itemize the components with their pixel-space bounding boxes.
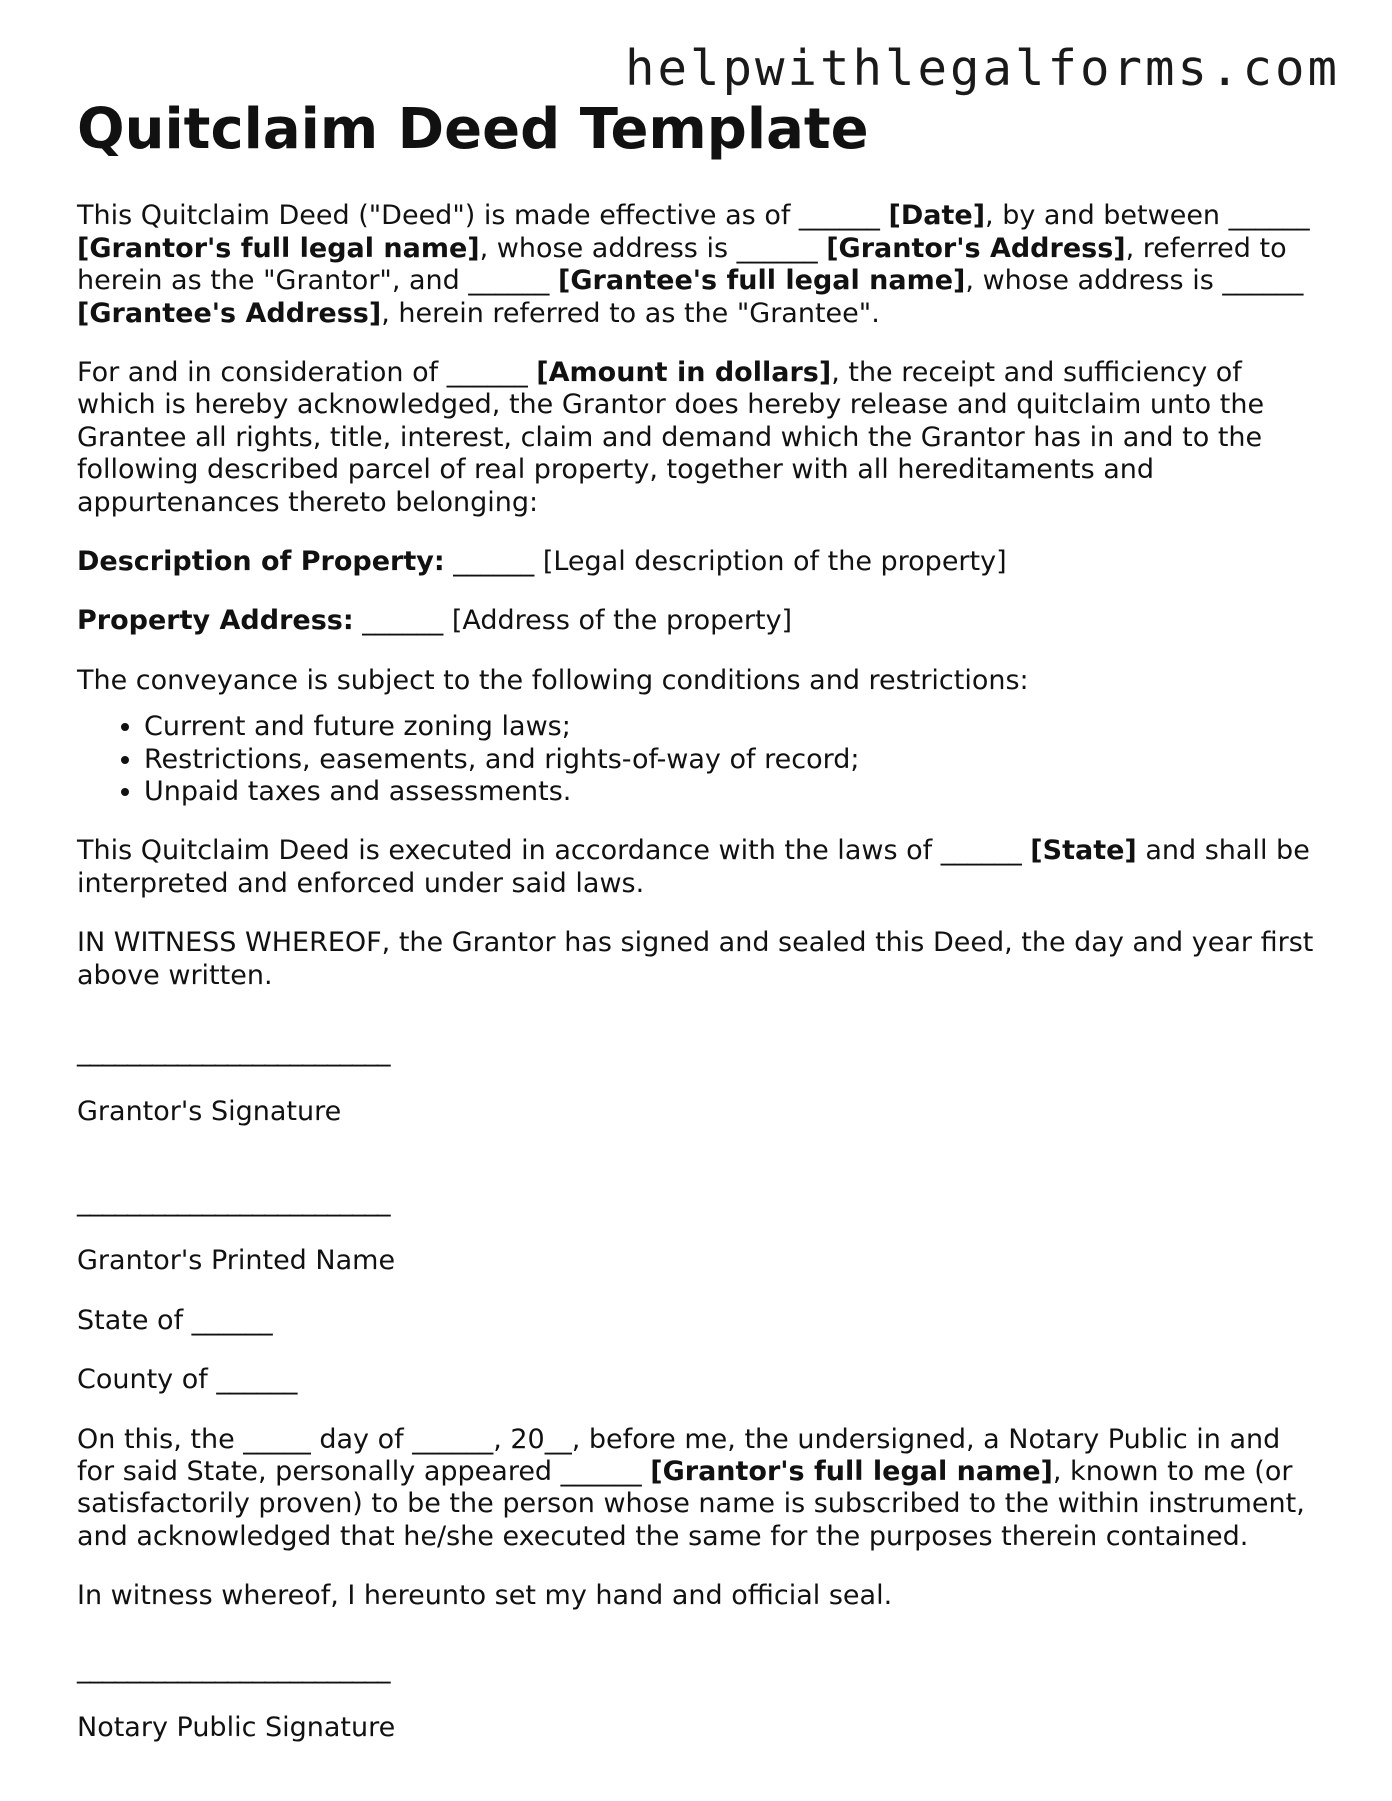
grantor-name-blank[interactable]: ______ bbox=[1228, 200, 1310, 232]
notary-signature-label: Notary Public Signature bbox=[77, 1711, 396, 1743]
property-address bbox=[77, 605, 1322, 637]
county-of-field[interactable]: County of ______ bbox=[77, 1364, 298, 1396]
site-watermark: helpwithlegalforms.com bbox=[624, 40, 1340, 97]
notary-grantor-name-blank[interactable]: ______ bbox=[560, 1455, 642, 1487]
notary-grantor-name-placeholder: [Grantor's full legal name] bbox=[650, 1455, 1053, 1487]
property-description-placeholder: [Legal description of the property] bbox=[542, 546, 1007, 578]
amount-placeholder: [Amount in dollars] bbox=[536, 357, 832, 389]
grantor-address-placeholder: [Grantor's Address] bbox=[826, 232, 1126, 264]
witness-paragraph: IN WITNESS WHEREOF, the Grantor has signed and sealed this Deed, the day and year first above written. bbox=[77, 927, 1314, 991]
property-address-blank[interactable]: ______ bbox=[362, 605, 444, 637]
conditions-intro: The conveyance is subject to the following conditions and restrictions: bbox=[77, 664, 1029, 696]
property-address-placeholder: [Address of the property] bbox=[451, 605, 793, 637]
state-blank[interactable]: ______ bbox=[940, 835, 1022, 867]
document-body bbox=[77, 98, 1322, 1771]
grantee-address-placeholder: [Grantee's Address] bbox=[77, 297, 382, 329]
consideration-paragraph: For and in consideration of ______ [Amount in dollars], the receipt and sufficiency of which is hereby acknowledged, the Grantor does hereby release and quitclaim unto the Grantee all rights, title, interest, claim and demand which the Grantor has in and to the following described parcel of real property, together with all hereditaments and appurtenances thereto belonging: bbox=[77, 357, 1265, 518]
conditions-list bbox=[77, 711, 1322, 808]
state-of-field[interactable]: State of ______ bbox=[77, 1304, 273, 1336]
notary-signature-line[interactable]: _________________________ bbox=[77, 1652, 390, 1684]
state-placeholder: [State] bbox=[1030, 835, 1137, 867]
condition-item: • Restrictions, easements, and rights-of-way of record; bbox=[144, 744, 1322, 776]
grantor-name-placeholder: [Grantor's full legal name] bbox=[77, 232, 480, 264]
grantor-signature-block bbox=[77, 1036, 1322, 1278]
date-placeholder: [Date] bbox=[888, 200, 986, 232]
grantee-name-placeholder: [Grantee's full legal name] bbox=[558, 265, 966, 297]
date-blank[interactable]: ______ bbox=[798, 200, 880, 232]
condition-item: • Current and future zoning laws; bbox=[144, 711, 1322, 743]
grantor-signature-label: Grantor's Signature bbox=[77, 1095, 342, 1127]
grantor-printed-name-label: Grantor's Printed Name bbox=[77, 1245, 396, 1277]
notary-signature-block bbox=[77, 1653, 1322, 1745]
grantor-signature-line[interactable]: _________________________ bbox=[77, 1036, 390, 1068]
intro-paragraph: This Quitclaim Deed ("Deed") is made effective as of ______ [Date], by and between ______ [Grantor's full legal name], whose address is ______ [Grantor's Address], referred to herein as the "Grantor", and ______ [Grantee's full legal name], whose address is ______ [Grantee's Address], herein referred to as the "Grantee". bbox=[77, 200, 1310, 329]
property-address-label: Property Address: bbox=[77, 605, 354, 637]
grantor-printed-name-line[interactable]: _________________________ bbox=[77, 1185, 390, 1217]
notary-acknowledgment-paragraph: On this, the _____ day of ______, 20__, before me, the undersigned, a Notary Public in and for said State, personally appeared ______ [Grantor's full legal name], known to me (or satisfactorily proven) to be the person whose name is subscribed to the within instrument, and acknowledged that he/she executed the same for the purposes therein contained. bbox=[77, 1423, 1305, 1552]
document-title: Quitclaim Deed Template bbox=[77, 97, 869, 162]
amount-blank[interactable]: ______ bbox=[446, 357, 528, 389]
governing-law-paragraph: This Quitclaim Deed is executed in accordance with the laws of ______ [State] and shall be interpreted and enforced under said laws. bbox=[77, 835, 1310, 899]
grantee-name-blank[interactable]: ______ bbox=[468, 265, 550, 297]
grantee-address-blank[interactable]: ______ bbox=[1222, 265, 1304, 297]
notary-witness-paragraph: In witness whereof, I hereunto set my hand and official seal. bbox=[77, 1580, 893, 1612]
condition-item: • Unpaid taxes and assessments. bbox=[144, 776, 1322, 808]
grantor-address-blank[interactable]: ______ bbox=[736, 232, 818, 264]
property-description-label: Description of Property: bbox=[77, 546, 445, 578]
property-description bbox=[77, 546, 1322, 578]
property-description-blank[interactable]: ______ bbox=[453, 546, 535, 578]
